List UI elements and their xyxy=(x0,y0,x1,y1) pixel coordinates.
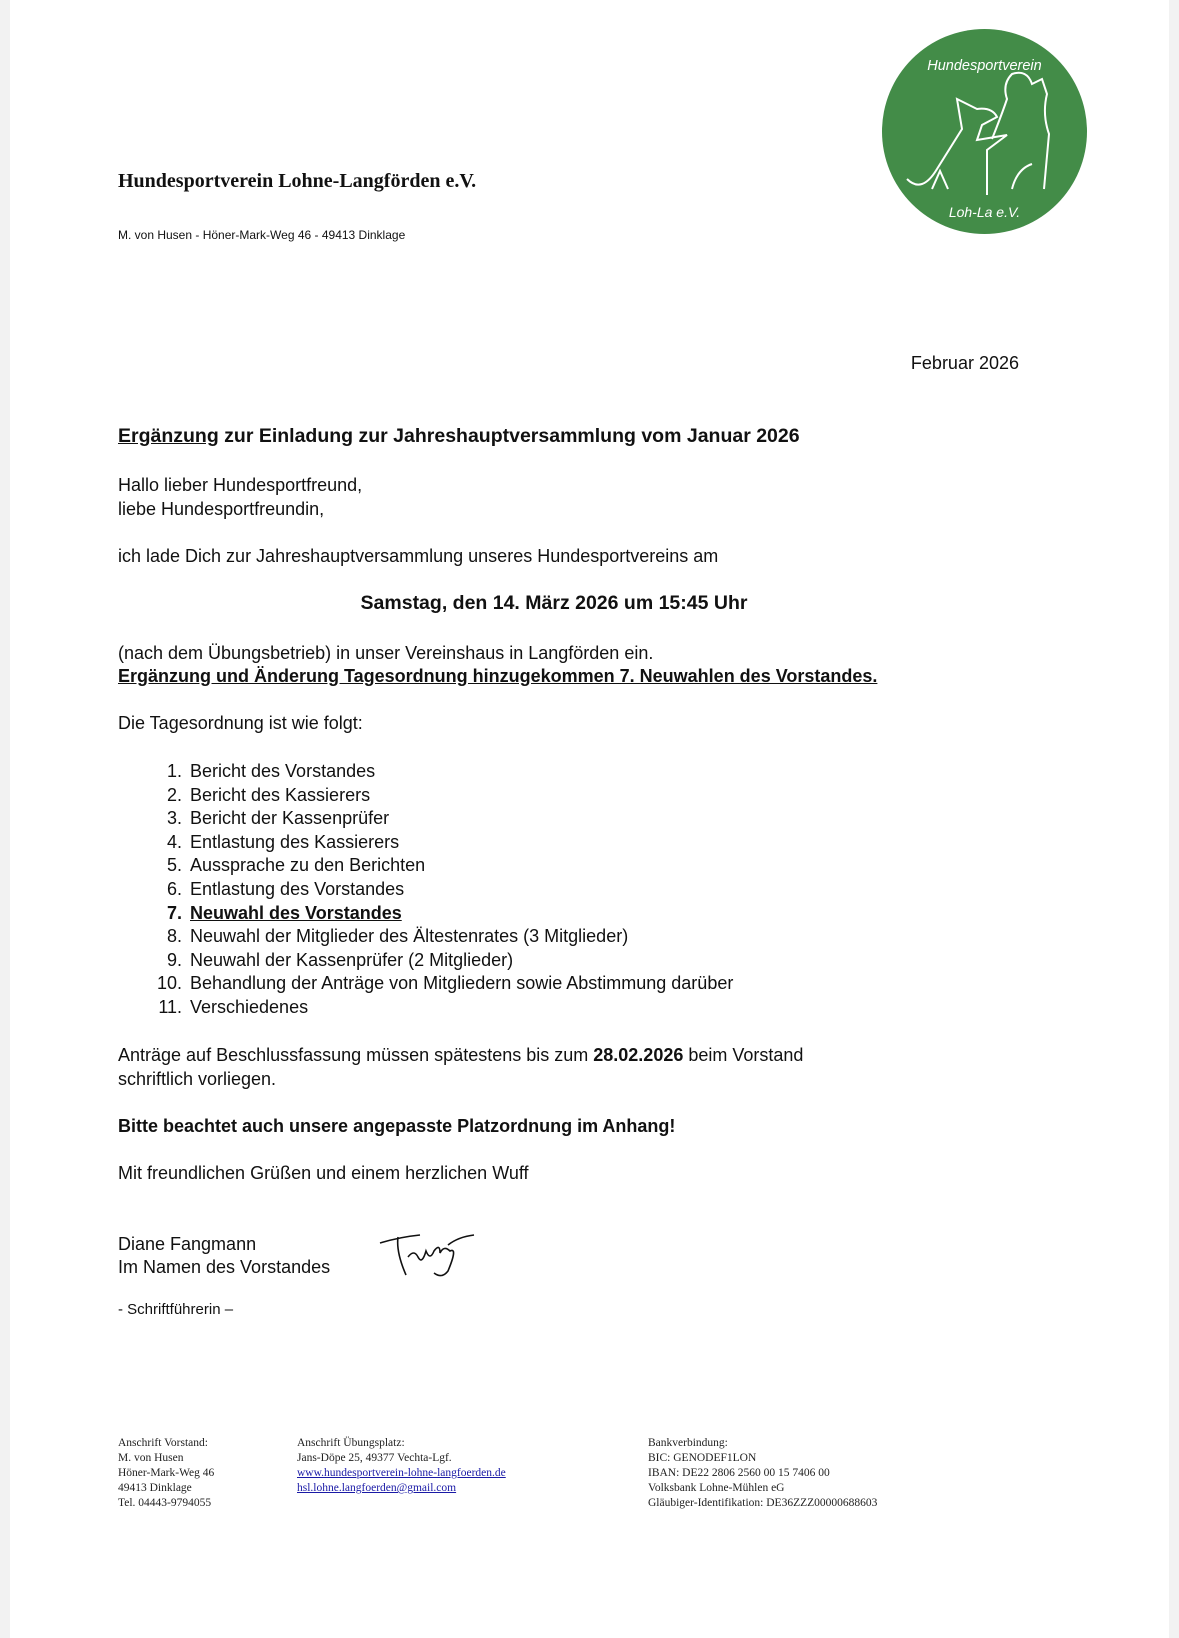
deadline-text xyxy=(118,1044,803,1091)
signer-name: Diane Fangmann xyxy=(118,1234,257,1254)
signer-title: - Schriftführerin – xyxy=(118,1301,234,1318)
amendment-text: Ergänzung und Änderung Tagesordnung hinzugekommen 7. Neuwahlen des Vorstandes. xyxy=(118,666,878,686)
agenda-item xyxy=(158,949,733,973)
subject-heading xyxy=(118,425,800,448)
org-name: Hundesportverein Lohne-Langförden e.V. xyxy=(118,170,477,192)
greeting-2: liebe Hundesportfreundin, xyxy=(118,499,325,519)
item-number: 3. xyxy=(166,808,182,829)
footer-line: Bankverbindung: xyxy=(648,1437,728,1449)
item-text: Neuwahl der Mitglieder des Ältestenrates (3 Mitglieder) xyxy=(190,926,629,947)
deadline-date: 28.02.2026 xyxy=(593,1045,684,1065)
email-link[interactable]: hsl.lohne.langfoerden@gmail.com xyxy=(297,1482,457,1494)
item-number: 1. xyxy=(166,761,182,781)
agenda-item xyxy=(158,760,733,784)
item-number: 11. xyxy=(158,996,182,1017)
footer-line: Tel. 04443-9794055 xyxy=(118,1497,212,1509)
agenda-item xyxy=(158,996,733,1020)
footer-line: Jans-Döpe 25, 49377 Vechta-Lgf. xyxy=(297,1452,452,1464)
footer-line: 49413 Dinklage xyxy=(118,1482,192,1494)
deadline-pre: Anträge auf Beschlussfassung müssen spätestens bis zum xyxy=(118,1045,594,1065)
club-logo xyxy=(882,29,1087,234)
item-text: Neuwahl der Kassenprüfer (2 Mitglieder) xyxy=(190,949,514,970)
closing-text: Mit freundlichen Grüßen und einem herzlichen Wuff xyxy=(118,1163,529,1183)
sender-address: M. von Husen - Höner-Mark-Weg 46 - 49413 Dinklage xyxy=(118,228,406,242)
agenda-item-new xyxy=(158,902,733,926)
handwritten-signature xyxy=(378,1225,478,1285)
item-text: Entlastung des Vorstandes xyxy=(190,878,405,899)
agenda-item xyxy=(158,784,733,808)
item-text: Bericht des Vorstandes xyxy=(190,761,376,781)
logo-text-top: Hundesportverein xyxy=(927,58,1042,74)
deadline-post: beim Vorstand xyxy=(683,1045,804,1065)
item-number: 7. xyxy=(166,902,182,923)
notice-text: Bitte beachtet auch unsere angepasste Platzordnung im Anhang! xyxy=(118,1116,676,1136)
agenda-item xyxy=(158,807,733,831)
agenda-intro: Die Tagesordnung ist wie folgt: xyxy=(118,713,363,733)
footer-bank xyxy=(648,1436,877,1511)
footer-line: Anschrift Vorstand: xyxy=(118,1437,208,1449)
subject-rest: zur Einladung zur Jahreshauptversammlung vom Januar 2026 xyxy=(218,425,800,447)
signer-role: Im Namen des Vorstandes xyxy=(118,1257,331,1277)
item-text: Verschiedenes xyxy=(190,996,309,1017)
footer-board-address xyxy=(118,1436,214,1511)
agenda-item xyxy=(158,854,733,878)
agenda-item xyxy=(158,925,733,949)
event-date: Samstag, den 14. März 2026 um 15:45 Uhr xyxy=(360,592,748,614)
footer-line: BIC: GENODEF1LON xyxy=(648,1452,757,1464)
agenda-item xyxy=(158,972,733,996)
item-text: Aussprache zu den Berichten xyxy=(190,855,426,876)
item-number: 5. xyxy=(166,855,182,876)
logo-text-bottom: Loh-La e.V. xyxy=(948,204,1021,220)
item-text: Bericht des Kassierers xyxy=(190,784,371,805)
item-number: 2. xyxy=(166,784,182,805)
item-text: Entlastung des Kassierers xyxy=(190,831,400,852)
intro-text: ich lade Dich zur Jahreshauptversammlung unseres Hundesportvereins am xyxy=(118,546,719,566)
agenda-list xyxy=(158,760,733,1020)
letter-page xyxy=(10,0,1169,1638)
footer-line: Volksbank Lohne-Mühlen eG xyxy=(648,1482,785,1494)
location-text: (nach dem Übungsbetrieb) in unser Vereinshaus in Langförden ein. xyxy=(118,643,654,663)
item-number: 8. xyxy=(166,926,182,947)
footer-line: Gläubiger-Identifikation: DE36ZZZ00000688603 xyxy=(648,1497,878,1509)
footer-line: IBAN: DE22 2806 2560 00 15 7406 00 xyxy=(648,1467,830,1479)
deadline-line2: schriftlich vorliegen. xyxy=(118,1068,277,1089)
item-text: Behandlung der Anträge von Mitgliedern sowie Abstimmung darüber xyxy=(190,973,734,994)
agenda-item xyxy=(158,878,733,902)
item-text: Neuwahl des Vorstandes xyxy=(190,902,402,923)
item-number: 4. xyxy=(166,831,182,852)
item-number: 10. xyxy=(156,973,182,994)
subject-underlined: Ergänzung xyxy=(118,425,219,447)
item-text: Bericht der Kassenprüfer xyxy=(190,808,390,829)
agenda-item xyxy=(158,831,733,855)
footer-line: M. von Husen xyxy=(118,1452,184,1464)
letter-date: Februar 2026 xyxy=(910,353,1019,373)
footer-line: Höner-Mark-Weg 46 xyxy=(118,1467,215,1479)
website-link[interactable]: www.hundesportverein-lohne-langfoerden.de xyxy=(297,1467,506,1479)
item-number: 9. xyxy=(166,949,182,970)
footer-training-address xyxy=(297,1436,506,1496)
greeting-1: Hallo lieber Hundesportfreund, xyxy=(118,475,363,495)
footer-line: Anschrift Übungsplatz: xyxy=(297,1437,405,1449)
item-number: 6. xyxy=(166,878,182,899)
